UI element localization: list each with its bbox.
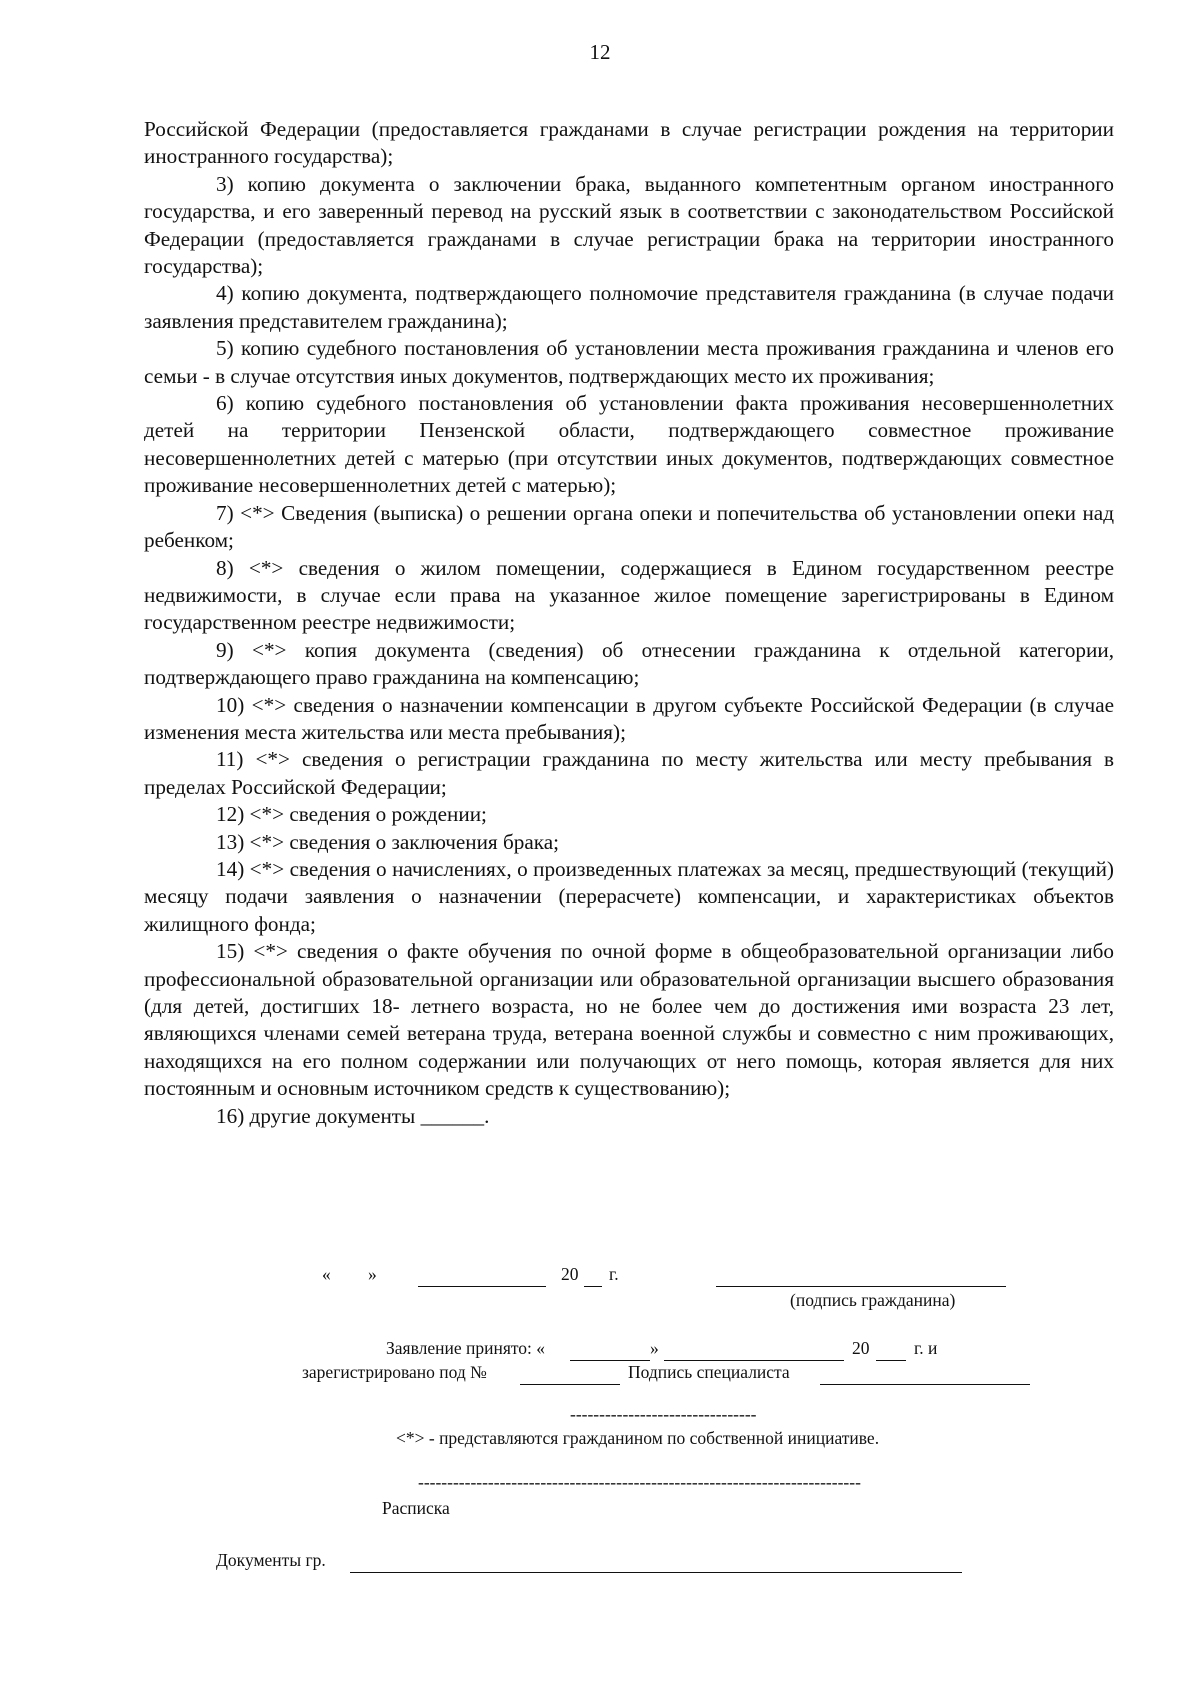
citizen-signature-field[interactable]: [716, 1268, 1006, 1287]
list-item: 11) <*> сведения о регистрации гражданина по месту жительства или месту пребывания в пределах Российской Федерации;: [144, 747, 1114, 799]
list-item: 7) <*> Сведения (выписка) о решении органа опеки и попечительства об установлении опеки над ребенком;: [144, 500, 1114, 553]
accepted-month-field[interactable]: [664, 1342, 844, 1361]
accepted-year-suffix: г. и: [914, 1338, 938, 1358]
document-body: [144, 116, 1114, 1130]
list-item: 15) <*> сведения о факте обучения по очной форме в общеобразовательной организации либо профессиональной образовательной организации или образовательной организации высшего образования (для детей, достигших 18- летнего возраста, но не более чем до достижения ими возраста 23 лет, являющихся членами семей ветерана труда, ветерана военной службы и совместно с ним проживающих, находящихся на его полном содержании или получающих от него помощь, которая является для них постоянным и основным источником средств к существованию);: [144, 939, 1114, 1101]
specialist-signature-field[interactable]: [820, 1366, 1030, 1385]
receipt-separator: ----------------------------------------------------------------------------: [418, 1472, 861, 1492]
accepted-year-field[interactable]: [876, 1342, 906, 1361]
accepted-quote-close: »: [650, 1338, 659, 1358]
registration-number-field[interactable]: [520, 1366, 620, 1385]
list-item: 9) <*> копия документа (сведения) об отнесении гражданина к отдельной категории, подтверждающего право гражданина на компенсацию;: [144, 637, 1114, 690]
specialist-signature-label: Подпись специалиста: [628, 1362, 790, 1382]
receipt-title: Расписка: [382, 1498, 450, 1518]
date-quote-close: »: [368, 1264, 377, 1284]
accepted-day-field[interactable]: [570, 1342, 650, 1361]
paragraph-continuation: Российской Федерации (предоставляется гражданами в случае регистрации рождения на территории иностранного государства);: [144, 117, 1114, 169]
list-item: 5) копию судебного постановления об установлении места проживания гражданина и членов его семьи - в случае отсутствия иных документов, подтверждающих место их проживания;: [144, 336, 1114, 388]
list-item: 6) копию судебного постановления об установлении факта проживания несовершеннолетних детей на территории Пензенской области, подтверждающего совместное проживание несовершеннолетних детей с матерью (при отсутствии иных документов, подтверждающих совместное проживание несовершеннолетних детей с матерью);: [144, 391, 1114, 498]
list-item: 13) <*> сведения о заключения брака;: [216, 829, 560, 854]
list-item: 12) <*> сведения о рождении;: [216, 802, 487, 827]
list-item: 10) <*> сведения о назначении компенсации в другом субъекте Российской Федерации (в случае изменения места жительства или места пребывания);: [144, 692, 1114, 744]
documents-label: Документы гр.: [216, 1550, 326, 1570]
list-item: 3) копию документа о заключении брака, выданного компетентным органом иностранного государства, и его заверенный перевод на русский язык в соответствии с законодательством Российской Федерации (предоставляется гражданами в случае регистрации брака на территории иностранного государства);: [144, 171, 1114, 279]
page-number: 12: [589, 40, 611, 64]
footnote-text: <*> - представляются гражданином по собственной инициативе.: [396, 1428, 880, 1448]
accepted-label: Заявление принято: «: [386, 1338, 546, 1358]
list-item: 4) копию документа, подтверждающего полномочие представителя гражданина (в случае подачи заявления представителем гражданина);: [144, 281, 1114, 333]
date-month-field[interactable]: [418, 1268, 546, 1287]
footnote-separator: --------------------------------: [570, 1404, 757, 1424]
date-year-field[interactable]: [584, 1268, 602, 1287]
citizen-signature-caption: (подпись гражданина): [790, 1290, 956, 1310]
date-year-suffix: г.: [609, 1264, 619, 1284]
accepted-year-prefix: 20: [852, 1338, 870, 1358]
registered-label: зарегистрировано под №: [302, 1362, 487, 1382]
list-item: 8) <*> сведения о жилом помещении, содержащиеся в Едином государственном реестре недвижимости, в случае если права на указанное жилое помещение зарегистрированы в Едином государственном реестре недвижимости;: [144, 555, 1114, 635]
date-quote-open: «: [322, 1264, 331, 1284]
date-year-prefix: 20: [561, 1264, 579, 1284]
list-item: 16) другие документы ______.: [216, 1103, 490, 1128]
list-item: 14) <*> сведения о начислениях, о произведенных платежах за месяц, предшествующий (текущий) месяцу подачи заявления о назначении (перерасчете) компенсации, и характеристиках объектов жилищного фонда;: [144, 856, 1114, 936]
documents-citizen-name-field[interactable]: [350, 1554, 962, 1573]
